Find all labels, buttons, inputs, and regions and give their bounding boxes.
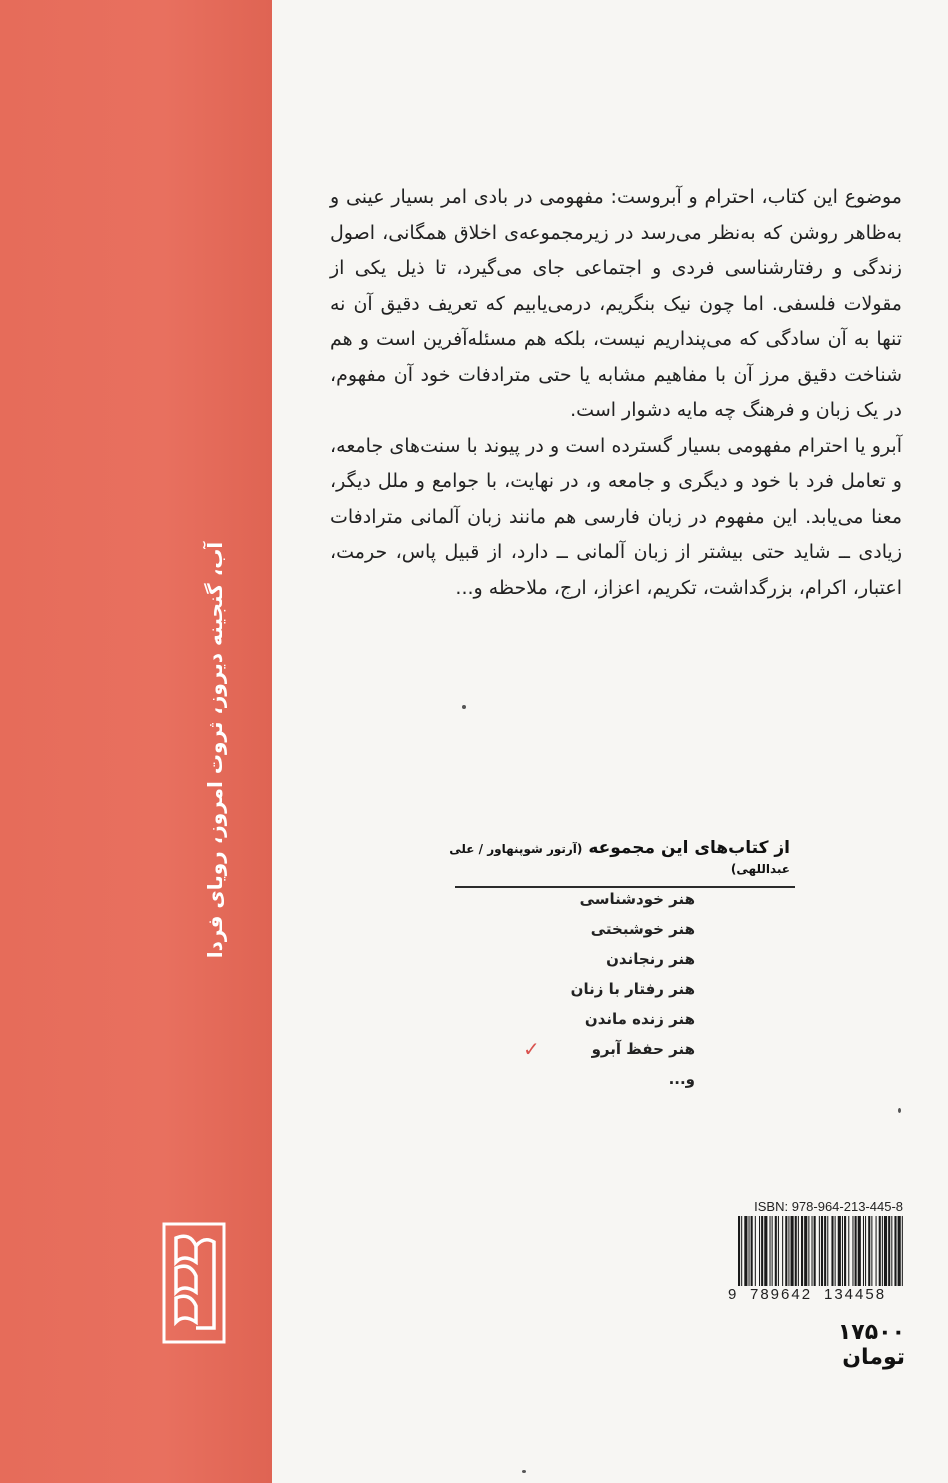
barcode-bar bbox=[894, 1216, 896, 1286]
barcode-bar bbox=[882, 1216, 883, 1286]
series-subtitle: (آرتور شوپنهاور / علی عبداللهی) bbox=[449, 842, 790, 876]
barcode-bar bbox=[801, 1216, 803, 1286]
list-item: هنر خودشناسی bbox=[579, 890, 695, 908]
barcode-bar bbox=[842, 1216, 843, 1286]
list-item-current: هنر حفظ آبرو ✓ bbox=[545, 1034, 695, 1064]
list-item: هنر رفتار با زنان bbox=[570, 980, 695, 998]
barcode-bar bbox=[775, 1216, 777, 1286]
barcode-bar bbox=[738, 1216, 740, 1286]
barcode-bar bbox=[891, 1216, 892, 1286]
barcode-bar bbox=[761, 1216, 763, 1286]
barcode-bar bbox=[831, 1216, 833, 1286]
series-book-list bbox=[523, 884, 695, 1094]
barcode-bar bbox=[755, 1216, 756, 1286]
description-paragraph-2: آبرو یا احترام مفهومی بسیار گسترده است و در پیوند با سنت‌های جامعه، و تعامل فرد با خود و دیگری و جامعه و، در نهایت، با جوامع و ملل دیگر، معنا می‌یابد. این مفهوم در زبان فارسی هم مانند زبان آلمانی مترادفات زیادی ــ شاید حتی بیشتر از زبان آلمانی ــ دارد، از قبیل پاس، حرمت، اعتبار، اکرام، بزرگداشت، تکریم، اعزاز، ارج، ملاحظه و... bbox=[330, 434, 902, 599]
isbn-label: ISBN: 978-964-213-445-8 bbox=[754, 1199, 903, 1214]
barcode-bar bbox=[855, 1216, 857, 1286]
barcode-bar bbox=[848, 1216, 849, 1286]
barcode-bar bbox=[884, 1216, 887, 1286]
barcode-bar bbox=[852, 1216, 853, 1286]
barcode-bar bbox=[838, 1216, 841, 1286]
speck bbox=[898, 1108, 901, 1113]
barcode-bar bbox=[844, 1216, 846, 1286]
barcode-bar bbox=[865, 1216, 866, 1286]
barcode-bar bbox=[858, 1216, 861, 1286]
list-item: هنر خوشبختی bbox=[590, 920, 695, 938]
barcode-bar bbox=[902, 1216, 903, 1286]
barcode-block: ISBN: 978-964-213-445-8 9 789642 134458 bbox=[728, 1199, 903, 1303]
barcode-bar bbox=[871, 1216, 872, 1286]
barcode-bar bbox=[863, 1216, 864, 1286]
barcode-bar bbox=[821, 1216, 823, 1286]
series-section bbox=[445, 838, 795, 1088]
barcode-bar bbox=[888, 1216, 890, 1286]
barcode-bar bbox=[819, 1216, 820, 1286]
barcode-bar bbox=[804, 1216, 807, 1286]
barcode-bar bbox=[785, 1216, 787, 1286]
series-heading bbox=[445, 838, 795, 886]
barcode-icon bbox=[738, 1216, 903, 1286]
barcode-bar bbox=[876, 1216, 877, 1286]
barcode-bar bbox=[749, 1216, 750, 1286]
barcode-bar bbox=[879, 1216, 881, 1286]
barcode-bar bbox=[795, 1216, 797, 1286]
barcode-bar bbox=[770, 1216, 771, 1286]
series-title: از کتاب‌های این مجموعه bbox=[588, 838, 790, 858]
barcode-bar bbox=[868, 1216, 870, 1286]
check-icon: ✓ bbox=[523, 1037, 540, 1061]
barcode-bar bbox=[788, 1216, 789, 1286]
barcode-bar bbox=[744, 1216, 747, 1286]
barcode-bar bbox=[764, 1216, 767, 1286]
list-item: و... bbox=[668, 1070, 695, 1088]
barcode-bar bbox=[782, 1216, 783, 1286]
barcode-bar bbox=[741, 1216, 742, 1286]
barcode-bar bbox=[798, 1216, 799, 1286]
barcode-bar bbox=[824, 1216, 826, 1286]
price-label: ۱۷۵۰۰ تومان bbox=[837, 1320, 905, 1370]
barcode-bar bbox=[778, 1216, 779, 1286]
barcode-bar bbox=[812, 1216, 813, 1286]
barcode-bar bbox=[827, 1216, 828, 1286]
barcode-bar bbox=[759, 1216, 760, 1286]
description-text bbox=[330, 180, 902, 606]
barcode-bar bbox=[808, 1216, 809, 1286]
speck bbox=[462, 705, 466, 709]
list-item: هنر رنجاندن bbox=[606, 950, 695, 968]
description-paragraph-1: موضوع این کتاب، احترام و آبروست: مفهومی در بادی امر بسیار عینی و به‌ظاهر روشن که به‌نظر می‌رسد در زیرمجموعه‌ی اخلاق همگانی، اصول زندگی و رفتارشناسی فردی و اجتماعی جای می‌گیرد، تا ذیل یکی از مقولات فلسفی. اما چون نیک بنگریم، درمی‌یابیم که تعریف دقیق آن نه تنها به آن سادگی که می‌پنداریم نیست، بلکه هم مسئله‌آفرین است و هم شناخت دقیق مرز آن با مفاهیم مشابه یا حتی مترادفات خود آن مفهوم، در یک زبان و فرهنگ چه مایه دشوار است. bbox=[330, 186, 902, 421]
barcode-bar bbox=[791, 1216, 794, 1286]
list-item: هنر زنده ماندن bbox=[584, 1010, 695, 1028]
barcode-bar bbox=[898, 1216, 901, 1286]
spine-tagline-wrap bbox=[130, 520, 300, 980]
spine-tagline: آب، گنجینه دیروز، ثروت امروز، رویای فردا bbox=[203, 541, 227, 959]
barcode-bar bbox=[751, 1216, 753, 1286]
barcode-bar bbox=[835, 1216, 836, 1286]
barcode-bar bbox=[772, 1216, 773, 1286]
barcode-bar bbox=[814, 1216, 816, 1286]
publisher-logo-icon bbox=[162, 1222, 226, 1344]
speck bbox=[522, 1470, 526, 1473]
